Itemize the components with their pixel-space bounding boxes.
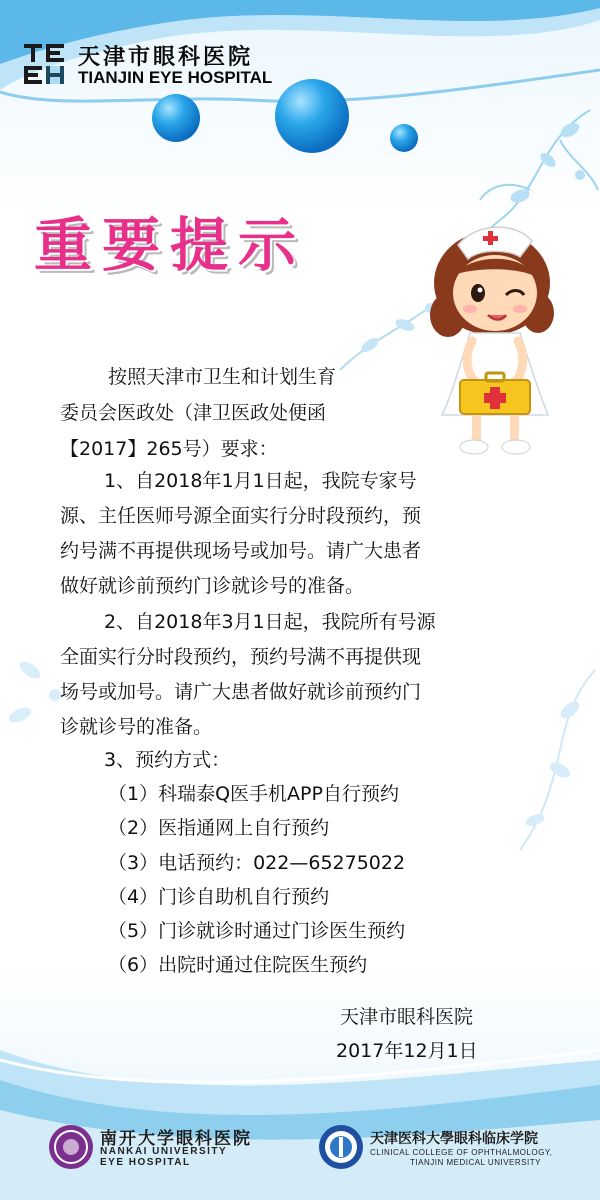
intro-line: 按照天津市卫生和计划生育 (108, 366, 337, 388)
item2-line: 2、自2018年3月1日起，我院所有号源 (104, 611, 436, 633)
tmu-clinical-college-name-cn: 天津医科大學眼科临床学院 (370, 1131, 538, 1147)
appointment-method: （6）出院时通过住院医生预约 (108, 954, 368, 976)
signature: 天津市眼科医院 (340, 1006, 474, 1028)
tmu-clinical-college-name-en: TIANJIN MEDICAL UNIVERSITY (410, 1158, 541, 1167)
item1-line: 约号满不再提供现场号或加号。请广大患者 (60, 540, 422, 562)
notice-title: 重要提示 (34, 211, 307, 279)
appointment-method: （5）门诊就诊时通过门诊医生预约 (108, 920, 406, 942)
bubbles-decoration (150, 78, 440, 158)
nankai-university-seal-icon (48, 1124, 94, 1170)
nankai-name-en-line: EYE HOSPITAL (100, 1157, 191, 1168)
intro-line: 【2017】265号）要求： (60, 438, 278, 460)
floral-vine-decoration (420, 660, 600, 860)
nankai-eye-hospital-name-en (100, 1146, 290, 1168)
tianjin-medical-university-seal-icon (318, 1124, 364, 1170)
item1-line: 1、自2018年1月1日起，我院专家号 (104, 470, 417, 492)
hospital-name-en: TIANJIN EYE HOSPITAL (78, 68, 273, 87)
item3-heading: 3、预约方式： (104, 749, 231, 771)
nankai-name-en-line: NANKAI UNIVERSITY (100, 1146, 228, 1157)
hospital-name-cn: 天津市眼科医院 (78, 45, 254, 70)
appointment-method: （2）医指通网上自行预约 (108, 817, 330, 839)
intro-line: 委员会医政处（津卫医政处便函 (60, 402, 327, 424)
footer-wave-decoration (0, 1040, 600, 1200)
tmu-clinical-college-name-en: CLINICAL COLLEGE OF OPHTHALMOLOGY, (370, 1148, 553, 1157)
item2-line: 全面实行分时段预约，预约号满不再提供现 (60, 646, 422, 668)
tjeh-logo-icon (24, 44, 68, 84)
issue-date: 2017年12月1日 (336, 1040, 478, 1062)
appointment-method: （1）科瑞泰Q医手机APP自行预约 (108, 783, 399, 805)
item2-line: 场号或加号。请广大患者做好就诊前预约门 (60, 681, 422, 703)
appointment-method: （4）门诊自助机自行预约 (108, 886, 330, 908)
nankai-eye-hospital-name-cn: 南开大学眼科医院 (100, 1129, 252, 1149)
item1-line: 做好就诊前预约门诊就诊号的准备。 (60, 575, 365, 597)
item2-line: 诊就诊号的准备。 (60, 716, 213, 738)
nurse-cartoon-illustration (420, 215, 570, 465)
item1-line: 源、主任医师号源全面实行分时段预约，预 (60, 505, 422, 527)
appointment-method: （3）电话预约：022—65275022 (108, 852, 406, 874)
